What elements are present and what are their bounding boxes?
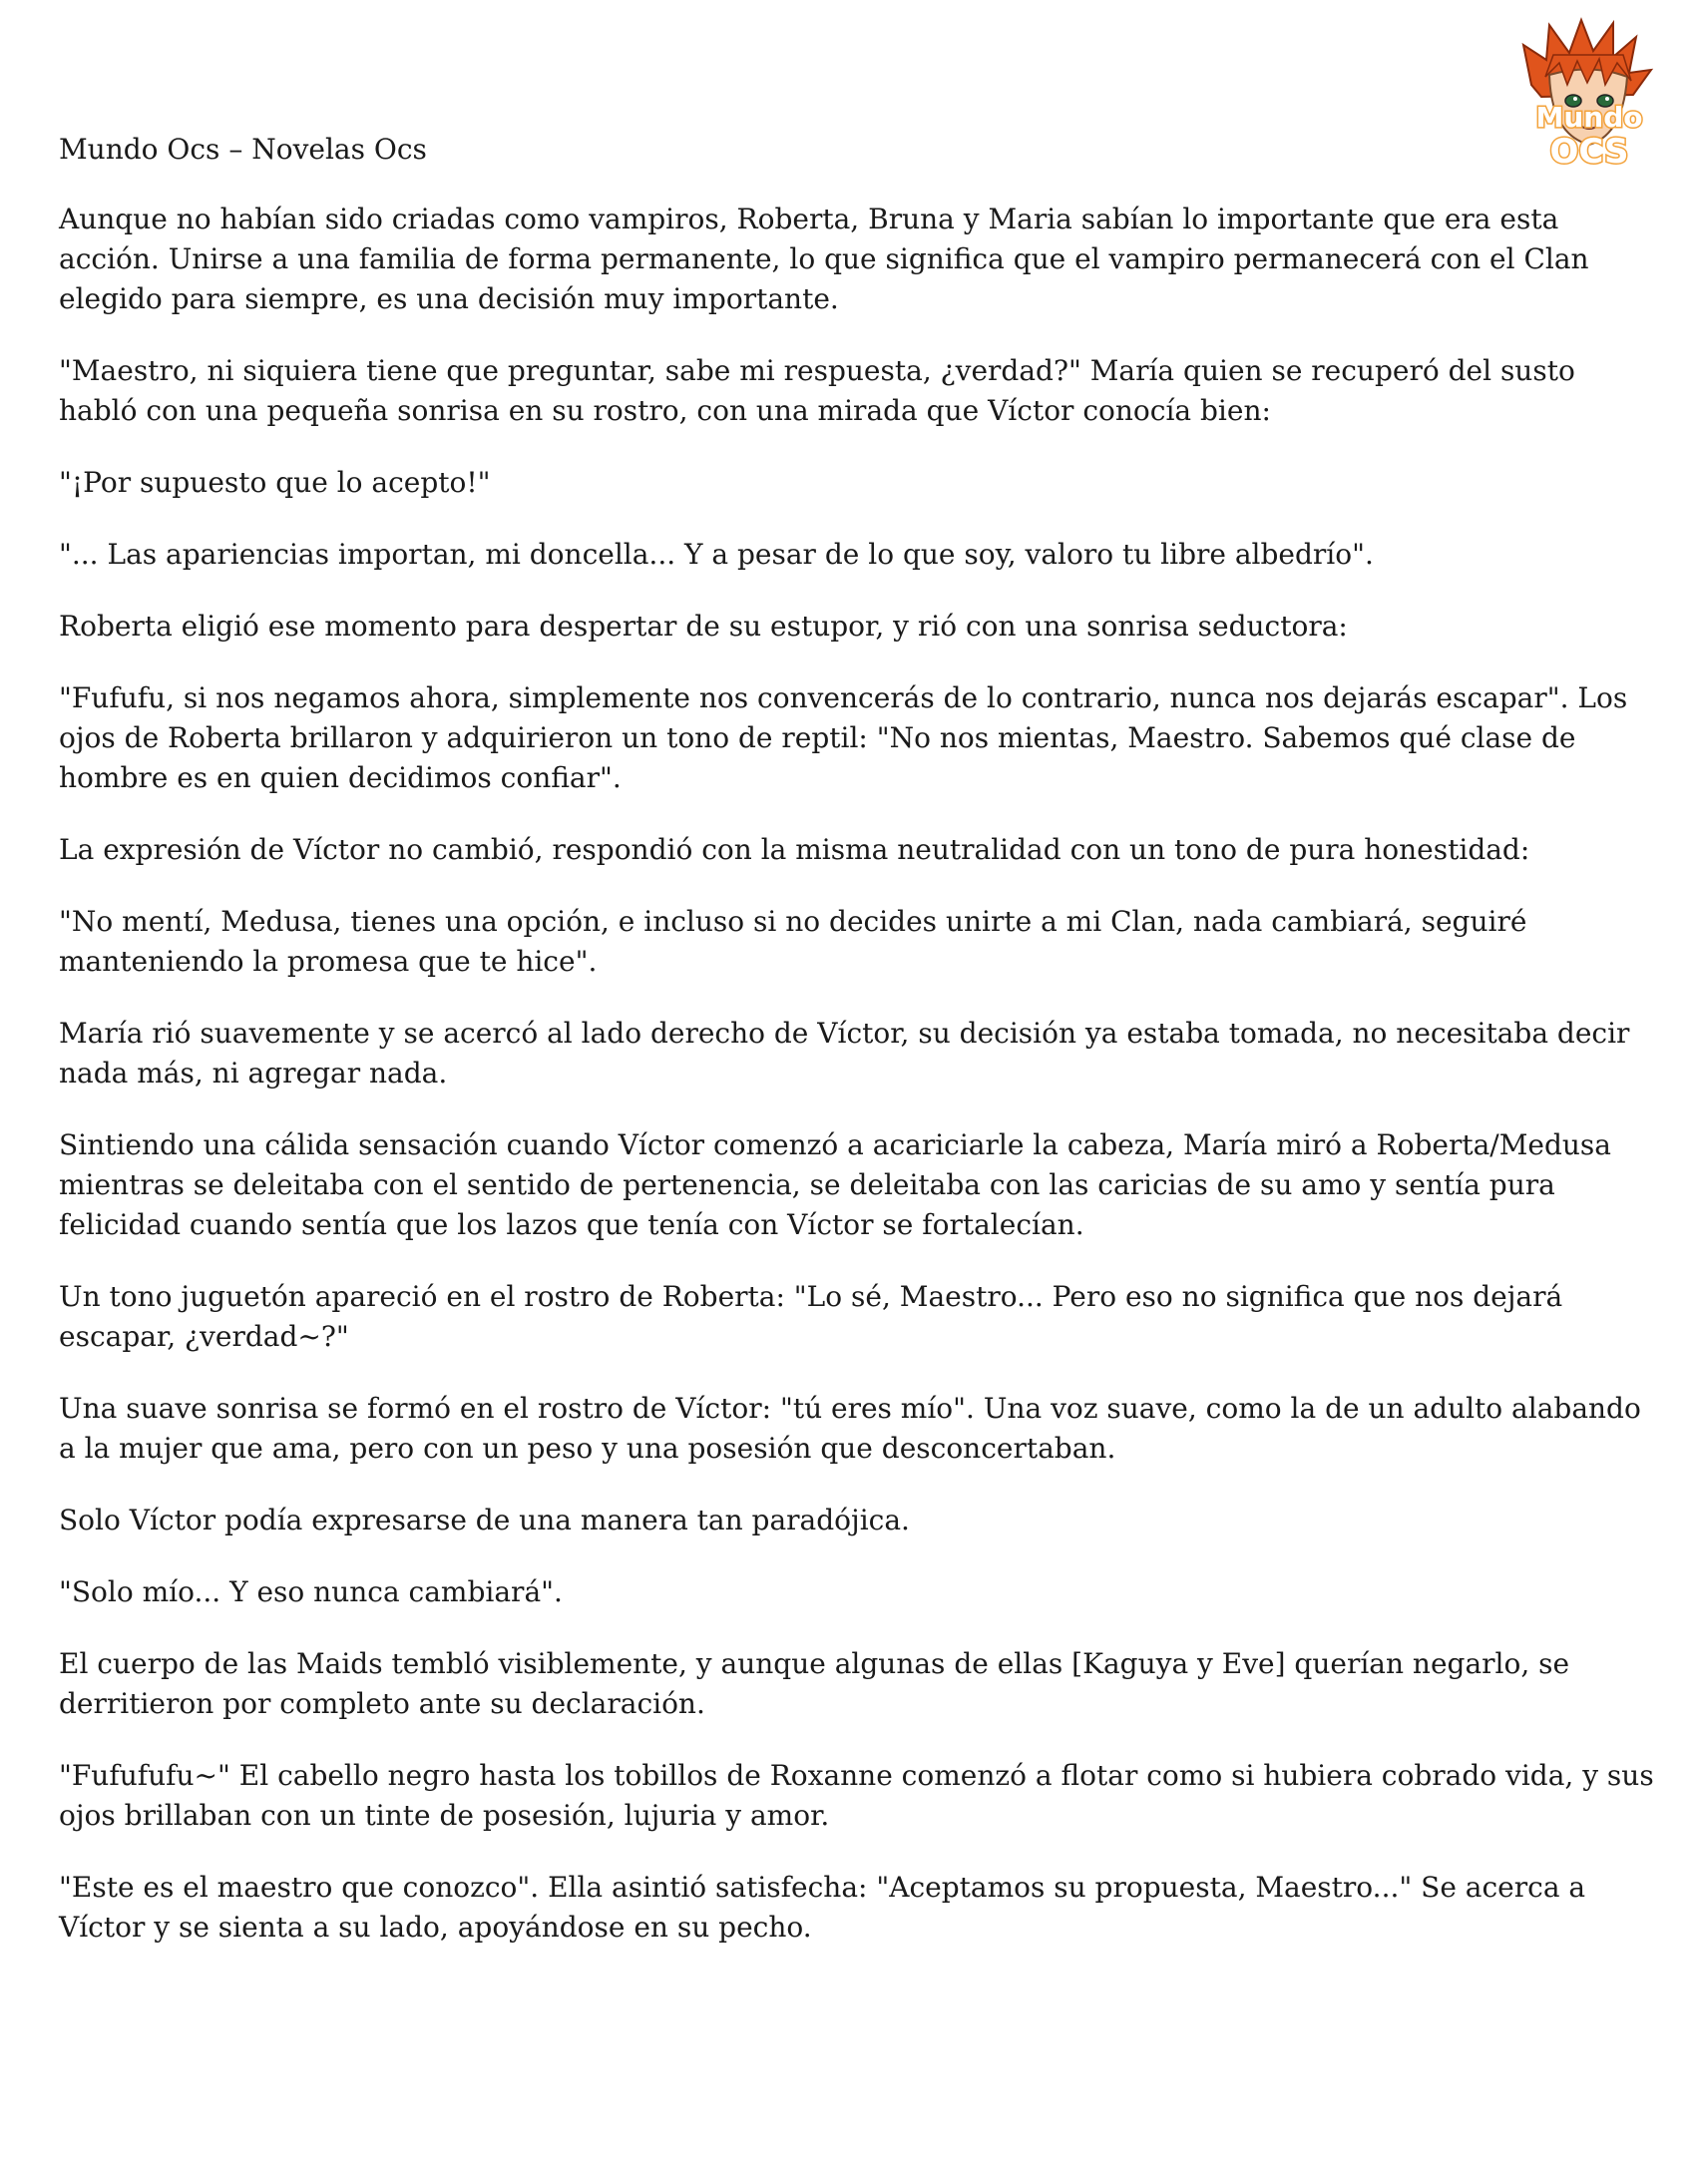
paragraph: El cuerpo de las Maids tembló visiblemente, y aunque algunas de ellas [Kaguya y Eve] querían negarlo, se derritieron por completo ante su declaración. [59,1647,1570,1720]
paragraph: Un tono juguetón apareció en el rostro de Roberta: "Lo sé, Maestro... Pero eso no significa que nos dejará escapar, ¿verdad~?" [59,1280,1563,1353]
paragraph: Sintiendo una cálida sensación cuando Víctor comenzó a acariciarle la cabeza, María miró a Roberta/Medusa mientras se deleitaba con el sentido de pertenencia, se deleitaba con las caricias de su amo y sentía pura felicidad cuando sentía que los lazos que tenía con Víctor se fortalecían. [59,1128,1611,1241]
svg-text:Mundo: Mundo [1535,101,1643,134]
paragraph: Aunque no habían sido criadas como vampiros, Roberta, Bruna y Maria sabían lo importante que era esta acción. Unirse a una familia de forma permanente, lo que significa que el vampiro permanecerá con el Clan elegido para siempre, es una decisión muy importante. [59,203,1589,315]
document-header: Mundo Ocs – Novelas Ocs [59,133,427,166]
paragraph: Solo Víctor podía expresarse de una manera tan paradójica. [59,1504,910,1536]
document-body [59,130,1655,1979]
paragraph: "¡Por supuesto que lo acepto!" [59,466,491,499]
paragraph: Roberta eligió ese momento para despertar de su estupor, y rió con una sonrisa seductora: [59,610,1348,643]
paragraph: María rió suavemente y se acercó al lado derecho de Víctor, su decisión ya estaba tomada, no necesitaba decir nada más, ni agregar nada. [59,1017,1630,1090]
paragraph: Una suave sonrisa se formó en el rostro de Víctor: "tú eres mío". Una voz suave, como la de un adulto alabando a la mujer que ama, pero con un peso y una posesión que desconcertaban. [59,1392,1641,1465]
paragraph: "Fufufu, si nos negamos ahora, simplemente nos convencerás de lo contrario, nunca nos dejarás escapar". Los ojos de Roberta brillaron y adquirieron un tono de reptil: "No nos mientas, Maestro. Sabemos qué clase de hombre es en quien decidimos confiar". [59,681,1628,794]
paragraph: La expresión de Víctor no cambió, respondió con la misma neutralidad con un tono de pura honestidad: [59,833,1530,866]
paragraph: "Maestro, ni siquiera tiene que preguntar, sabe mi respuesta, ¿verdad?" María quien se recuperó del susto habló con una pequeña sonrisa en su rostro, con una mirada que Víctor conocía bien: [59,354,1575,427]
svg-text:OCS: OCS [1549,132,1629,172]
paragraph: "... Las apariencias importan, mi doncella... Y a pesar de lo que soy, valoro tu libre albedrío". [59,538,1374,571]
paragraph: "No mentí, Medusa, tienes una opción, e incluso si no decides unirte a mi Clan, nada cambiará, seguiré manteniendo la promesa que te hice". [59,905,1527,978]
paragraph: "Este es el maestro que conozco". Ella asintió satisfecha: "Aceptamos su propuesta, Maestro..." Se acerca a Víctor y se sienta a su lado, apoyándose en su pecho. [59,1871,1586,1944]
paragraph: "Solo mío... Y eso nunca cambiará". [59,1575,563,1608]
paragraph: "Fufufufu~" El cabello negro hasta los tobillos de Roxanne comenzó a flotar como si hubiera cobrado vida, y sus ojos brillaban con un tinte de posesión, lujuria y amor. [59,1759,1654,1832]
